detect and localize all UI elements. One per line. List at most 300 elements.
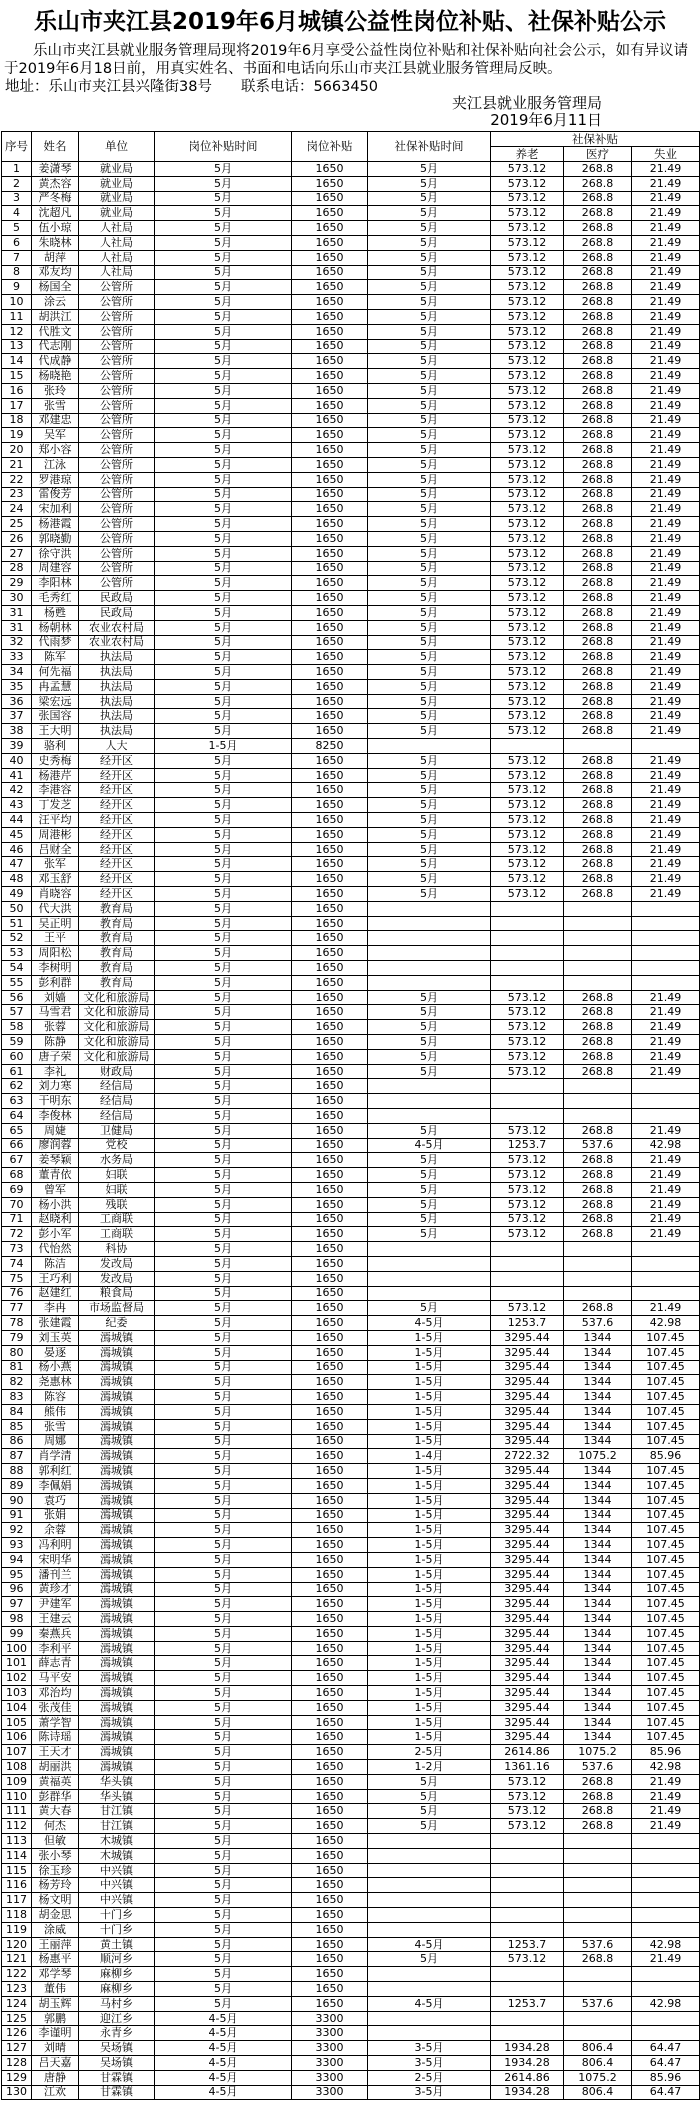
cell-serial: 114: [2, 1848, 32, 1863]
cell-unemployment: [632, 1863, 700, 1878]
cell-name: 罗港琼: [32, 472, 79, 487]
cell-name: 张小琴: [32, 1848, 79, 1863]
cell-post-subsidy: 1650: [292, 1064, 368, 1079]
cell-post-period: 5月: [155, 1345, 292, 1360]
cell-medical: 268.8: [564, 1123, 632, 1138]
cell-name: 邓治均: [32, 1686, 79, 1701]
cell-post-subsidy: 1650: [292, 857, 368, 872]
cell-medical: [564, 2011, 632, 2026]
cell-unit: 经开区: [79, 857, 155, 872]
cell-name: 唐子荣: [32, 1049, 79, 1064]
cell-unit: 教育局: [79, 975, 155, 990]
table-row: [2, 739, 700, 754]
cell-post-subsidy: 1650: [292, 650, 368, 665]
cell-post-period: 5月: [155, 1937, 292, 1952]
cell-post-period: 5月: [155, 783, 292, 798]
cell-pension: 3295.44: [491, 1597, 564, 1612]
cell-medical: [564, 1109, 632, 1124]
cell-name: 陈容: [32, 1390, 79, 1405]
table-row: [2, 1641, 700, 1656]
cell-post-period: 5月: [155, 1582, 292, 1597]
cell-unit: 木城镇: [79, 1834, 155, 1849]
cell-unit: 公管所: [79, 472, 155, 487]
cell-ss-period: 5月: [368, 1005, 491, 1020]
cell-medical: 1344: [564, 1626, 632, 1641]
cell-pension: 573.12: [491, 354, 564, 369]
cell-post-period: 5月: [155, 946, 292, 961]
cell-pension: [491, 1109, 564, 1124]
cell-serial: 109: [2, 1774, 32, 1789]
cell-serial: 44: [2, 813, 32, 828]
cell-pension: 3295.44: [491, 1612, 564, 1627]
cell-ss-period: 1-5月: [368, 1419, 491, 1434]
header-post-subsidy: 岗位补贴: [292, 132, 368, 162]
cell-unemployment: 21.49: [632, 1789, 700, 1804]
cell-unit: 农业农村局: [79, 635, 155, 650]
cell-unit: 公管所: [79, 309, 155, 324]
cell-post-subsidy: 1650: [292, 176, 368, 191]
table-row: [2, 1345, 700, 1360]
cell-pension: [491, 961, 564, 976]
cell-ss-period: 1-5月: [368, 1345, 491, 1360]
cell-medical: [564, 2026, 632, 2041]
cell-post-subsidy: 1650: [292, 665, 368, 680]
cell-medical: [564, 1834, 632, 1849]
cell-unit: 工商联: [79, 1227, 155, 1242]
cell-post-period: 5月: [155, 1138, 292, 1153]
cell-medical: [564, 1908, 632, 1923]
cell-post-period: 5月: [155, 724, 292, 739]
cell-serial: 56: [2, 990, 32, 1005]
cell-post-period: 5月: [155, 1538, 292, 1553]
cell-ss-period: 5月: [368, 413, 491, 428]
cell-unit: 中兴镇: [79, 1878, 155, 1893]
cell-unemployment: 21.49: [632, 265, 700, 280]
cell-ss-period: [368, 1982, 491, 1997]
cell-ss-period: 4-5月: [368, 1996, 491, 2011]
cell-name: 冉孟慧: [32, 679, 79, 694]
cell-post-period: 5月: [155, 472, 292, 487]
table-row: [2, 694, 700, 709]
cell-unemployment: 21.49: [632, 620, 700, 635]
table-row: [2, 1789, 700, 1804]
cell-pension: 573.12: [491, 265, 564, 280]
cell-serial: 57: [2, 1005, 32, 1020]
cell-serial: 60: [2, 1049, 32, 1064]
cell-medical: 268.8: [564, 413, 632, 428]
table-row: [2, 1671, 700, 1686]
table-row: [2, 1848, 700, 1863]
cell-serial: 92: [2, 1523, 32, 1538]
cell-serial: 18: [2, 413, 32, 428]
cell-post-subsidy: 1650: [292, 946, 368, 961]
table-row: [2, 650, 700, 665]
cell-name: 胡玉辉: [32, 1996, 79, 2011]
cell-unit: 漹城镇: [79, 1523, 155, 1538]
cell-serial: 97: [2, 1597, 32, 1612]
cell-post-period: 4-5月: [155, 2085, 292, 2100]
cell-serial: 29: [2, 576, 32, 591]
cell-pension: [491, 1094, 564, 1109]
cell-unemployment: 21.49: [632, 428, 700, 443]
cell-name: 代胜文: [32, 324, 79, 339]
cell-ss-period: 5月: [368, 369, 491, 384]
cell-pension: [491, 1967, 564, 1982]
cell-post-period: 5月: [155, 1715, 292, 1730]
cell-unemployment: 21.49: [632, 457, 700, 472]
cell-medical: 268.8: [564, 1301, 632, 1316]
cell-unit: 漹城镇: [79, 1360, 155, 1375]
cell-unit: 发改局: [79, 1271, 155, 1286]
cell-pension: 573.12: [491, 1123, 564, 1138]
cell-unit: 公管所: [79, 354, 155, 369]
table-row: [2, 561, 700, 576]
cell-post-subsidy: 1650: [292, 887, 368, 902]
cell-pension: 573.12: [491, 561, 564, 576]
cell-post-period: 5月: [155, 1227, 292, 1242]
cell-pension: 3295.44: [491, 1641, 564, 1656]
cell-unemployment: 21.49: [632, 1212, 700, 1227]
cell-unit: 漹城镇: [79, 1626, 155, 1641]
cell-unemployment: 21.49: [632, 1049, 700, 1064]
cell-serial: 55: [2, 975, 32, 990]
cell-serial: 89: [2, 1478, 32, 1493]
cell-serial: 120: [2, 1937, 32, 1952]
cell-ss-period: 4-5月: [368, 1138, 491, 1153]
cell-pension: 573.12: [491, 472, 564, 487]
cell-name: 徐守洪: [32, 546, 79, 561]
cell-serial: 72: [2, 1227, 32, 1242]
cell-name: 彭利群: [32, 975, 79, 990]
cell-unemployment: 107.45: [632, 1730, 700, 1745]
cell-name: 杨小洪: [32, 1197, 79, 1212]
cell-post-subsidy: 1650: [292, 635, 368, 650]
cell-pension: [491, 1863, 564, 1878]
cell-medical: 268.8: [564, 1819, 632, 1834]
cell-unit: 马村乡: [79, 1996, 155, 2011]
table-row: [2, 1597, 700, 1612]
cell-medical: 268.8: [564, 679, 632, 694]
cell-serial: 70: [2, 1197, 32, 1212]
cell-unit: 漹城镇: [79, 1745, 155, 1760]
cell-name: 代成静: [32, 354, 79, 369]
cell-unemployment: 21.49: [632, 872, 700, 887]
table-row: [2, 1982, 700, 1997]
cell-unit: 漹城镇: [79, 1656, 155, 1671]
cell-post-subsidy: 1650: [292, 1715, 368, 1730]
cell-post-period: 5月: [155, 1686, 292, 1701]
cell-unit: 就业局: [79, 191, 155, 206]
cell-medical: 268.8: [564, 990, 632, 1005]
cell-post-subsidy: 1650: [292, 827, 368, 842]
cell-serial: 125: [2, 2011, 32, 2026]
cell-medical: [564, 961, 632, 976]
cell-unemployment: 21.49: [632, 665, 700, 680]
cell-unemployment: 107.45: [632, 1419, 700, 1434]
cell-name: 潘刊兰: [32, 1567, 79, 1582]
cell-medical: 268.8: [564, 1182, 632, 1197]
cell-post-period: 5月: [155, 665, 292, 680]
header-ss-subsidy: 社保补贴: [491, 132, 700, 147]
cell-unemployment: 21.49: [632, 857, 700, 872]
cell-post-subsidy: 1650: [292, 561, 368, 576]
cell-post-period: 5月: [155, 1464, 292, 1479]
cell-name: 王建云: [32, 1612, 79, 1627]
cell-post-subsidy: 1650: [292, 1227, 368, 1242]
cell-name: 肖学清: [32, 1449, 79, 1464]
cell-post-period: 5月: [155, 916, 292, 931]
table-row: [2, 1094, 700, 1109]
cell-medical: [564, 901, 632, 916]
cell-post-subsidy: 1650: [292, 1301, 368, 1316]
table-row: [2, 1686, 700, 1701]
cell-ss-period: 5月: [368, 990, 491, 1005]
cell-post-subsidy: 1650: [292, 1760, 368, 1775]
cell-unit: 教育局: [79, 901, 155, 916]
cell-name: 邓友均: [32, 265, 79, 280]
table-row: [2, 1316, 700, 1331]
cell-pension: 573.12: [491, 1064, 564, 1079]
cell-ss-period: 5月: [368, 1197, 491, 1212]
cell-post-subsidy: 1650: [292, 605, 368, 620]
cell-post-subsidy: 1650: [292, 265, 368, 280]
cell-ss-period: 5月: [368, 1035, 491, 1050]
cell-post-period: 5月: [155, 546, 292, 561]
cell-serial: 117: [2, 1893, 32, 1908]
cell-serial: 119: [2, 1922, 32, 1937]
cell-post-period: 5月: [155, 502, 292, 517]
table-row: [2, 2026, 700, 2041]
cell-unit: 执法局: [79, 709, 155, 724]
cell-pension: 573.12: [491, 768, 564, 783]
cell-serial: 30: [2, 591, 32, 606]
cell-unemployment: 107.45: [632, 1582, 700, 1597]
cell-post-period: 5月: [155, 1745, 292, 1760]
cell-pension: 573.12: [491, 576, 564, 591]
cell-ss-period: 5月: [368, 176, 491, 191]
cell-name: 张雪: [32, 398, 79, 413]
cell-name: 尹建军: [32, 1597, 79, 1612]
cell-name: 张蓉: [32, 1020, 79, 1035]
cell-name: 严冬梅: [32, 191, 79, 206]
cell-medical: 268.8: [564, 457, 632, 472]
table-row: [2, 1937, 700, 1952]
table-row: [2, 1064, 700, 1079]
cell-unit: 民政局: [79, 605, 155, 620]
cell-unit: 文化和旅游局: [79, 1020, 155, 1035]
cell-post-period: 5月: [155, 1612, 292, 1627]
cell-pension: 2722.32: [491, 1449, 564, 1464]
cell-ss-period: 5月: [368, 1819, 491, 1834]
cell-medical: 268.8: [564, 369, 632, 384]
cell-serial: 63: [2, 1094, 32, 1109]
cell-unemployment: [632, 916, 700, 931]
table-row: [2, 620, 700, 635]
cell-pension: 573.12: [491, 694, 564, 709]
cell-medical: 1344: [564, 1597, 632, 1612]
cell-ss-period: 1-5月: [368, 1612, 491, 1627]
cell-serial: 66: [2, 1138, 32, 1153]
cell-ss-period: 5月: [368, 1123, 491, 1138]
cell-medical: 268.8: [564, 768, 632, 783]
cell-serial: 65: [2, 1123, 32, 1138]
cell-unemployment: 21.49: [632, 709, 700, 724]
cell-pension: 573.12: [491, 1804, 564, 1819]
cell-name: 吴军: [32, 428, 79, 443]
cell-serial: 113: [2, 1834, 32, 1849]
cell-unemployment: 21.49: [632, 1197, 700, 1212]
cell-ss-period: [368, 739, 491, 754]
cell-post-subsidy: 1650: [292, 1878, 368, 1893]
cell-name: 周阳松: [32, 946, 79, 961]
cell-ss-period: [368, 1848, 491, 1863]
cell-unemployment: 21.49: [632, 1005, 700, 1020]
cell-post-subsidy: 1650: [292, 1404, 368, 1419]
cell-name: 李冉: [32, 1301, 79, 1316]
cell-unit: 妇联: [79, 1168, 155, 1183]
cell-pension: 2614.86: [491, 1745, 564, 1760]
cell-unemployment: 107.45: [632, 1330, 700, 1345]
cell-unit: 甘江镇: [79, 1804, 155, 1819]
notice-paragraph: 乐山市夹江县就业服务管理局现将2019年6月享受公益性岗位补贴和社保补贴向社会公示，如有异议请于2019年6月18日前，用真实姓名、书面和电话向乐山市夹江县就业服务管理局反映。: [4, 43, 689, 77]
table-row: [2, 887, 700, 902]
cell-serial: 94: [2, 1552, 32, 1567]
table-row: [2, 827, 700, 842]
cell-pension: [491, 1242, 564, 1257]
cell-medical: 268.8: [564, 1774, 632, 1789]
cell-unemployment: 21.49: [632, 1804, 700, 1819]
cell-unemployment: 107.45: [632, 1390, 700, 1405]
cell-ss-period: 5月: [368, 517, 491, 532]
cell-post-period: 5月: [155, 295, 292, 310]
cell-name: 李阳林: [32, 576, 79, 591]
cell-ss-period: [368, 931, 491, 946]
cell-post-period: 5月: [155, 531, 292, 546]
cell-post-subsidy: 3300: [292, 2085, 368, 2100]
cell-pension: 573.12: [491, 605, 564, 620]
cell-post-period: 5月: [155, 1316, 292, 1331]
cell-medical: 1344: [564, 1523, 632, 1538]
cell-pension: 3295.44: [491, 1671, 564, 1686]
cell-serial: 62: [2, 1079, 32, 1094]
table-row: [2, 605, 700, 620]
cell-serial: 103: [2, 1686, 32, 1701]
cell-medical: 1344: [564, 1345, 632, 1360]
cell-serial: 53: [2, 946, 32, 961]
cell-serial: 10: [2, 295, 32, 310]
cell-unit: 经开区: [79, 768, 155, 783]
cell-post-subsidy: 1650: [292, 798, 368, 813]
cell-unemployment: [632, 1893, 700, 1908]
table-row: [2, 1552, 700, 1567]
cell-post-subsidy: 1650: [292, 901, 368, 916]
cell-unemployment: 42.98: [632, 1760, 700, 1775]
table-row: [2, 1626, 700, 1641]
cell-name: 干明东: [32, 1094, 79, 1109]
cell-unit: 妇联: [79, 1182, 155, 1197]
cell-medical: 268.8: [564, 250, 632, 265]
cell-ss-period: 5月: [368, 857, 491, 872]
cell-medical: 1344: [564, 1404, 632, 1419]
cell-unemployment: 107.45: [632, 1464, 700, 1479]
cell-unit: 工商联: [79, 1212, 155, 1227]
cell-unemployment: 42.98: [632, 1316, 700, 1331]
cell-medical: 268.8: [564, 191, 632, 206]
cell-ss-period: 3-5月: [368, 2085, 491, 2100]
header-serial: 序号: [2, 132, 32, 162]
cell-unit: 执法局: [79, 679, 155, 694]
cell-medical: 268.8: [564, 591, 632, 606]
cell-name: 代大洪: [32, 901, 79, 916]
cell-post-period: 5月: [155, 1449, 292, 1464]
cell-post-period: 5月: [155, 1153, 292, 1168]
cell-post-subsidy: 8250: [292, 739, 368, 754]
cell-post-subsidy: 1650: [292, 531, 368, 546]
cell-ss-period: [368, 975, 491, 990]
cell-unit: 公管所: [79, 517, 155, 532]
cell-post-subsidy: 1650: [292, 1197, 368, 1212]
cell-serial: 107: [2, 1745, 32, 1760]
cell-unit: 经开区: [79, 872, 155, 887]
cell-unit: 漹城镇: [79, 1508, 155, 1523]
cell-medical: [564, 1848, 632, 1863]
table-row: [2, 916, 700, 931]
cell-medical: 806.4: [564, 2041, 632, 2056]
cell-unit: 经开区: [79, 753, 155, 768]
table-row: [2, 517, 700, 532]
cell-pension: [491, 916, 564, 931]
cell-post-subsidy: 1650: [292, 1271, 368, 1286]
cell-ss-period: 5月: [368, 1049, 491, 1064]
cell-name: 李礼: [32, 1064, 79, 1079]
cell-post-subsidy: 1650: [292, 1597, 368, 1612]
cell-unemployment: 21.49: [632, 827, 700, 842]
cell-ss-period: 5月: [368, 295, 491, 310]
cell-post-period: 5月: [155, 176, 292, 191]
cell-post-subsidy: 1650: [292, 872, 368, 887]
cell-medical: 268.8: [564, 1049, 632, 1064]
cell-ss-period: 1-5月: [368, 1375, 491, 1390]
cell-unemployment: 64.47: [632, 2041, 700, 2056]
cell-ss-period: 5月: [368, 709, 491, 724]
cell-name: 肖晓容: [32, 887, 79, 902]
table-row: [2, 975, 700, 990]
table-header: [2, 132, 700, 162]
table-row: [2, 1419, 700, 1434]
cell-unemployment: [632, 1878, 700, 1893]
cell-pension: 1253.7: [491, 1996, 564, 2011]
cell-medical: 268.8: [564, 1035, 632, 1050]
cell-name: 姜琴颖: [32, 1153, 79, 1168]
cell-serial: 23: [2, 487, 32, 502]
cell-serial: 40: [2, 753, 32, 768]
table-row: [2, 398, 700, 413]
cell-serial: 1: [2, 162, 32, 177]
cell-pension: 573.12: [491, 235, 564, 250]
cell-medical: 1344: [564, 1419, 632, 1434]
cell-unit: 漹城镇: [79, 1419, 155, 1434]
cell-ss-period: 5月: [368, 813, 491, 828]
cell-unemployment: 21.49: [632, 309, 700, 324]
cell-unemployment: 42.98: [632, 1996, 700, 2011]
cell-name: 陈军: [32, 650, 79, 665]
cell-ss-period: 5月: [368, 576, 491, 591]
header-pension: 养老: [491, 147, 564, 162]
cell-medical: [564, 1967, 632, 1982]
cell-post-subsidy: 1650: [292, 280, 368, 295]
cell-medical: 268.8: [564, 517, 632, 532]
table-row: [2, 1168, 700, 1183]
